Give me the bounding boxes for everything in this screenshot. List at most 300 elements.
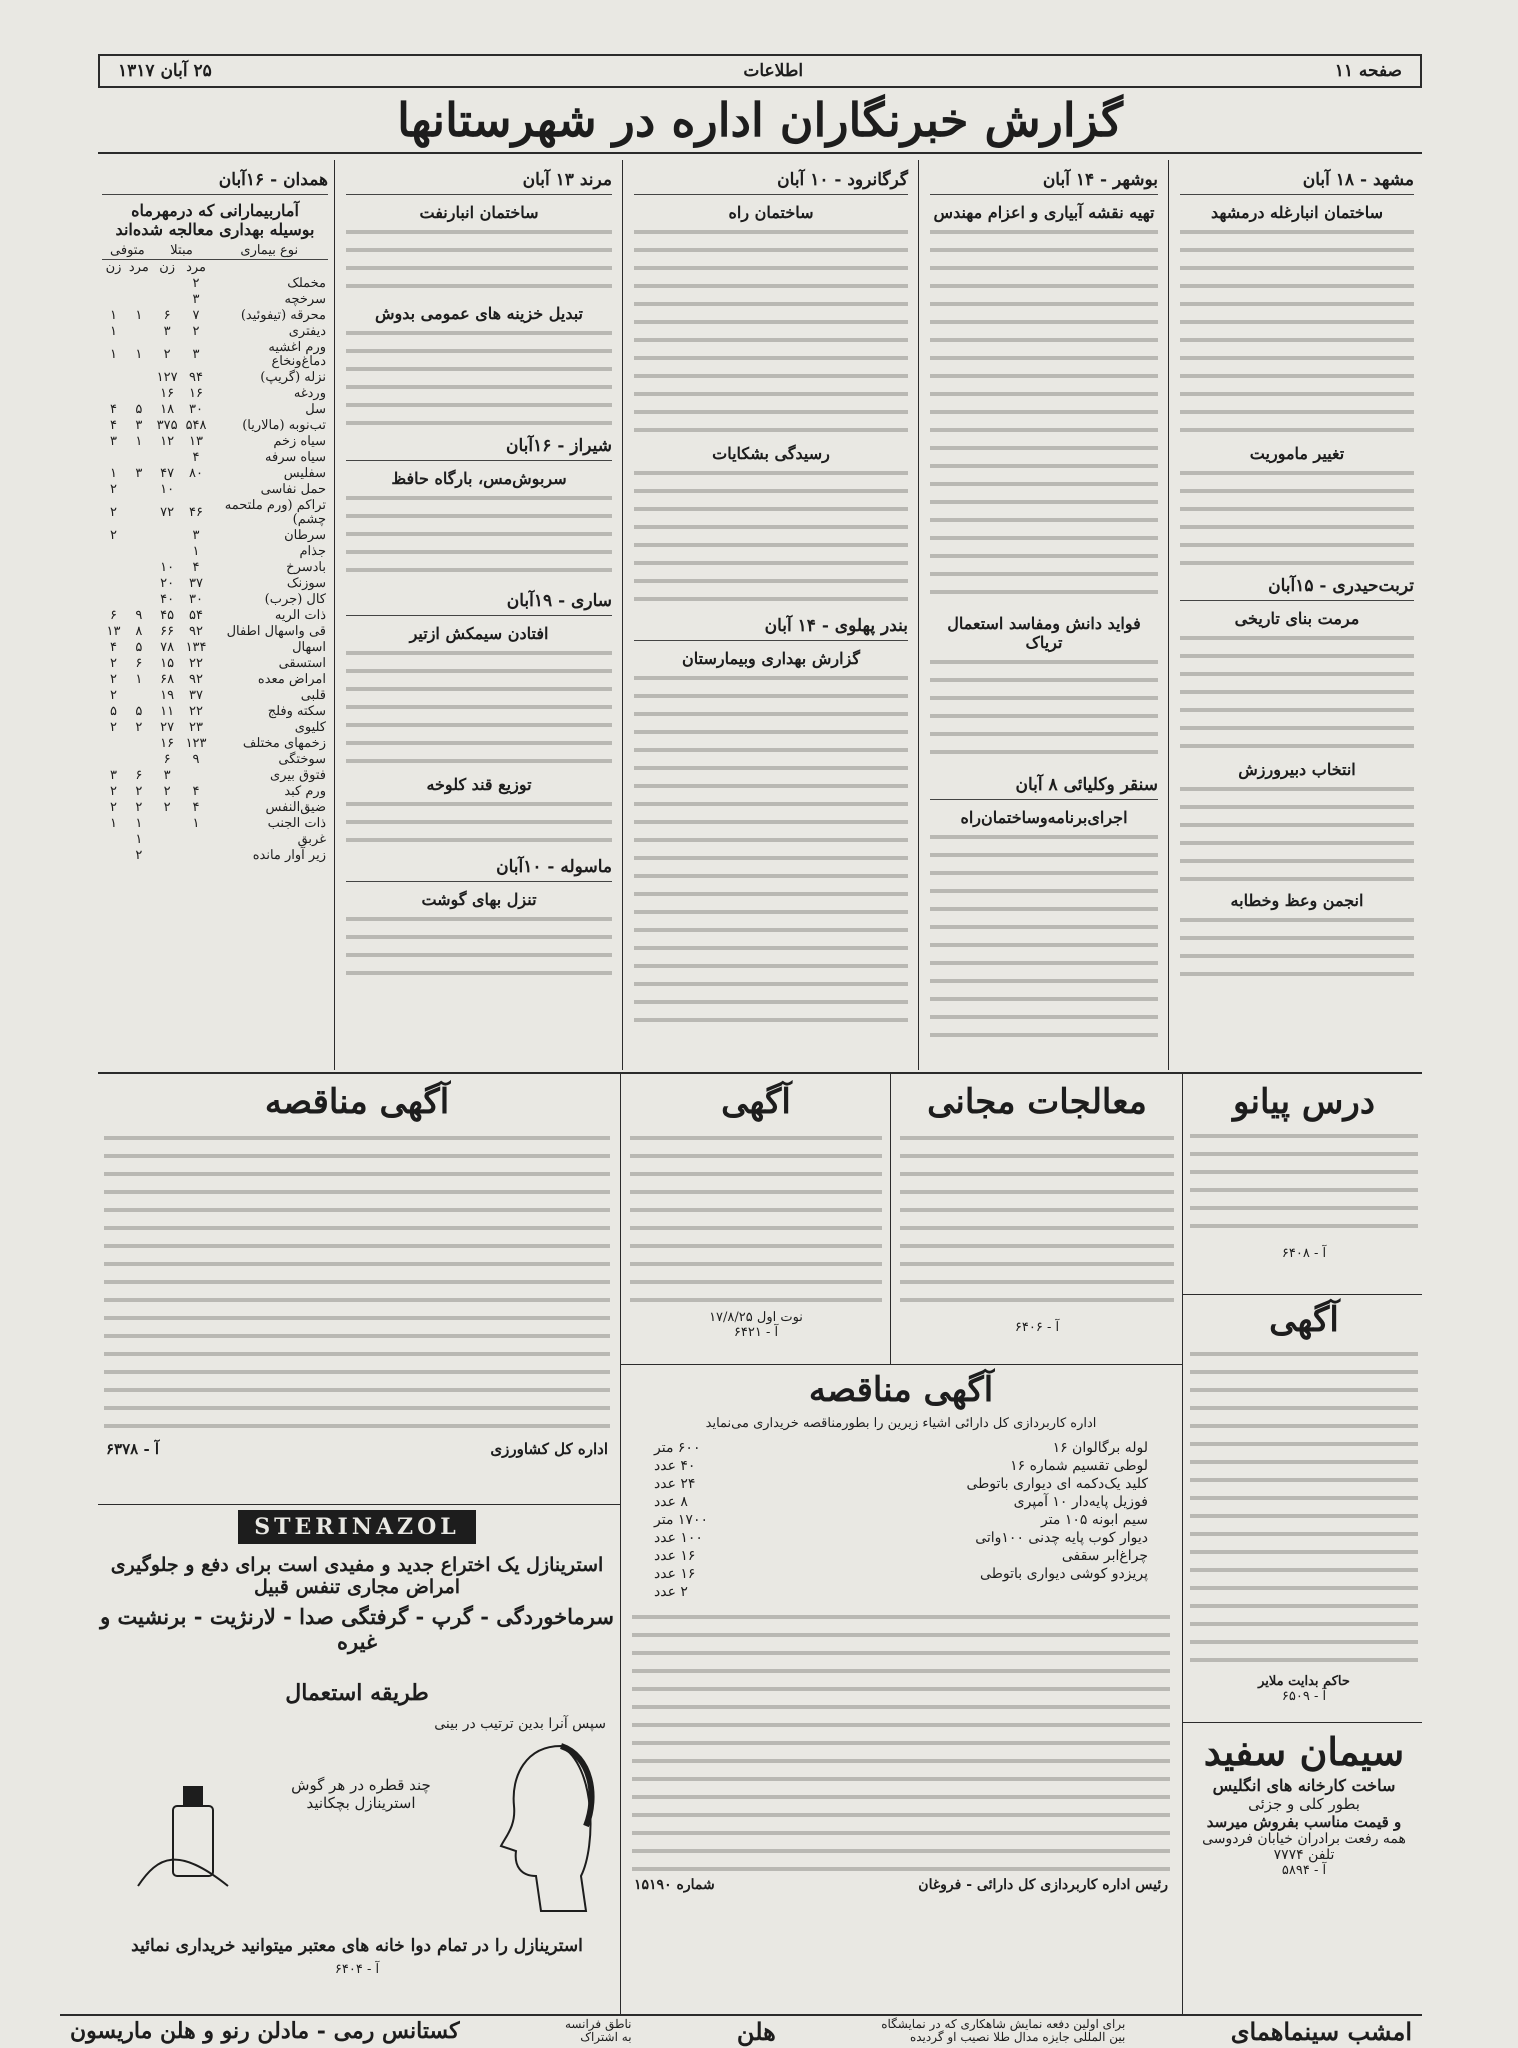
dead-men xyxy=(125,576,153,592)
sick-men: ۳ xyxy=(192,528,200,543)
table-row xyxy=(102,498,328,528)
sick-women: ۳ xyxy=(163,324,171,339)
table-row xyxy=(102,308,328,324)
disease-name: سرخچه xyxy=(284,292,326,307)
disease-name: ذات الجنب xyxy=(267,816,326,831)
disease-name: سکته وفلج xyxy=(267,704,326,719)
dead-women: ۲ xyxy=(110,505,117,520)
dead-women xyxy=(102,292,125,308)
dead-men: ۸ xyxy=(135,624,143,639)
sub-men: مرد xyxy=(128,260,149,275)
sick-women xyxy=(153,292,182,308)
article-text xyxy=(346,913,612,983)
sick-women xyxy=(153,544,182,560)
dead-men xyxy=(125,592,153,608)
ad-line: سرماخوردگی - گرپ - گرفتگی صدا - لارنژیت - برنشیت و غیره xyxy=(100,1604,614,1654)
table-row xyxy=(102,370,328,386)
table-row xyxy=(102,560,328,576)
headline: سربوش‌مس، بارگاه حافظ xyxy=(391,469,567,488)
sick-men: ۳۷ xyxy=(189,576,204,591)
table-row xyxy=(102,528,328,544)
disease-name: سرطان xyxy=(284,528,326,543)
ad-divider xyxy=(1182,1294,1183,2014)
page-banner: گزارش خبرنگاران اداره در شهرستانها xyxy=(397,93,1123,147)
dateline: سنقر وکلیائی ۸ آبان xyxy=(930,769,1158,800)
sick-women: ۱۰ xyxy=(160,560,175,575)
ad-phone: تلفن ۷۷۷۴ xyxy=(1273,1847,1335,1863)
sick-women: ۶۸ xyxy=(160,672,175,687)
headline: مرمت بنای تاریخی xyxy=(1234,609,1360,628)
masthead xyxy=(98,54,1422,88)
sick-women: ۴۷ xyxy=(160,466,175,481)
sick-men: ۱ xyxy=(192,544,200,559)
ad-intro: اداره کاربردازی کل دارائی اشیاء زیرین را بطورمناقصه خریداری می‌نماید xyxy=(705,1416,1097,1431)
ad-text xyxy=(630,1132,882,1302)
item-quantity: ۲۴ عدد xyxy=(654,1476,696,1492)
dead-women: ۲ xyxy=(110,800,117,815)
sick-men: ۲۳ xyxy=(189,720,204,735)
item-name: سیم ابونه ۱۰۵ متر xyxy=(1040,1512,1148,1528)
article-text xyxy=(634,467,908,607)
col-header-sick: مبتلا xyxy=(170,243,193,258)
sick-women: ۶ xyxy=(163,308,171,323)
col-divider xyxy=(334,160,335,1070)
dead-women xyxy=(102,576,125,592)
disease-name: دیفتری xyxy=(288,324,326,339)
table-row xyxy=(102,832,328,848)
dead-women: ۲ xyxy=(110,720,117,735)
dateline: مشهد - ۱۸ آبان xyxy=(1180,164,1414,195)
ad-sign: رئیس اداره کاربردازی کل دارائی - فروغان xyxy=(918,1877,1168,1893)
ad-text xyxy=(1190,1348,1418,1668)
dead-men: ۵ xyxy=(135,402,143,417)
dead-men: ۵ xyxy=(135,640,143,655)
disease-name: ضیق‌النفس xyxy=(265,800,326,815)
table-row xyxy=(102,784,328,800)
item-name: چراغ‌ابر سقفی xyxy=(1061,1548,1148,1564)
ad-divider xyxy=(620,1074,621,2014)
dead-women xyxy=(102,386,125,402)
dead-men xyxy=(125,450,153,466)
dead-women xyxy=(102,370,125,386)
dead-men: ۹ xyxy=(135,608,143,623)
list-item xyxy=(654,1457,1148,1475)
disease-name: جذام xyxy=(299,544,326,559)
sick-women: ۳۷۵ xyxy=(156,418,178,433)
ad-title: سیمان سفید xyxy=(1203,1729,1405,1774)
dead-men: ۱ xyxy=(135,816,143,831)
disease-name: بادسرخ xyxy=(286,560,326,575)
ad-white-cement xyxy=(1186,1728,1422,2010)
column-marand xyxy=(338,160,620,1070)
cinema-footer xyxy=(60,2016,1422,2046)
dateline: همدان - ۱۶آبان xyxy=(102,164,328,195)
sick-women xyxy=(153,832,182,848)
table-row xyxy=(102,848,328,864)
ad-notice xyxy=(624,1080,888,1360)
disease-name: مخملک xyxy=(287,276,326,291)
sick-women: ۱۱ xyxy=(160,704,175,719)
item-quantity: ۶۰۰ متر xyxy=(654,1440,701,1456)
dead-men xyxy=(125,752,153,768)
headline: ساختمان انبارنفت xyxy=(419,203,539,222)
disease-name: امراض معده xyxy=(257,672,326,687)
headline: تنزل بهای گوشت xyxy=(421,890,537,909)
sick-women: ۲۰ xyxy=(160,576,175,591)
dead-women: ۴ xyxy=(110,402,117,417)
sick-men: ۲ xyxy=(192,276,200,291)
headline: تهیه نقشه آبیاری و اعزام مهندس xyxy=(933,203,1155,222)
item-quantity: ۴۰ عدد xyxy=(654,1458,696,1474)
item-name: فوزیل پایه‌دار ۱۰ آمپری xyxy=(1013,1494,1148,1510)
item-quantity: ۱۰۰ عدد xyxy=(654,1530,703,1546)
sick-women: ۲ xyxy=(163,347,171,362)
ad-text xyxy=(1190,1130,1418,1240)
table-row xyxy=(102,672,328,688)
dateline: مرند ۱۳ آبان xyxy=(346,164,612,195)
dead-men xyxy=(125,386,153,402)
disease-name: نزله (گریپ) xyxy=(260,370,326,385)
article-text xyxy=(346,798,612,848)
list-item xyxy=(654,1493,1148,1511)
dateline: گرگانرود - ۱۰ آبان xyxy=(634,164,908,195)
disease-name: فتوق بیری xyxy=(270,768,326,783)
table-row xyxy=(102,688,328,704)
item-quantity: ۸ عدد xyxy=(654,1494,688,1510)
dead-women: ۴ xyxy=(110,640,117,655)
table-row xyxy=(102,608,328,624)
ad-rule xyxy=(1182,1722,1422,1723)
profile-illustration-icon xyxy=(466,1726,606,1926)
item-quantity: ۱۶ عدد xyxy=(654,1566,696,1582)
dead-women xyxy=(102,450,125,466)
sub-women: زن xyxy=(159,260,176,275)
article-text xyxy=(1180,914,1414,984)
sick-women: ۱۲ xyxy=(160,434,175,449)
headline: اجرای‌برنامه‌وساختمان‌راه xyxy=(960,808,1128,827)
ad-title: آگهی xyxy=(721,1082,791,1122)
table-row xyxy=(102,482,328,498)
ad-divider xyxy=(1182,1074,1183,1294)
column-gorgan xyxy=(626,160,916,1070)
sick-women: ۱۶ xyxy=(160,386,175,401)
dead-men xyxy=(125,544,153,560)
sick-men: ۹ xyxy=(192,752,200,767)
dead-men xyxy=(125,560,153,576)
headline: آماربیمارانی که درمهرماه xyxy=(131,201,299,220)
headline: گزارش بهداری وبیمارستان xyxy=(682,649,860,668)
dead-men xyxy=(125,498,153,528)
ad-divider xyxy=(890,1074,891,1364)
dateline: تربت‌حیدری - ۱۵آبان xyxy=(1180,570,1414,601)
dead-men xyxy=(125,276,153,292)
sick-men: ۱۳۴ xyxy=(185,640,207,655)
article-text xyxy=(930,226,1158,606)
dead-women: ۲ xyxy=(110,688,117,703)
ad-code: شماره ۱۵۱۹۰ xyxy=(634,1877,715,1893)
tender-item-list xyxy=(624,1435,1178,1605)
article-text xyxy=(1180,632,1414,752)
sick-men xyxy=(182,832,211,848)
sick-men: ۷ xyxy=(192,308,200,323)
item-name: لوطی تقسیم شماره ۱۶ xyxy=(1010,1458,1148,1474)
list-item xyxy=(654,1547,1148,1565)
sick-men: ۹۴ xyxy=(189,370,204,385)
dateline: بندر پهلوی - ۱۴ آبان xyxy=(634,610,908,641)
headline: تغییر ماموریت xyxy=(1249,444,1345,463)
dead-men xyxy=(125,370,153,386)
disease-name: وردغه xyxy=(293,386,326,401)
disease-name: سیاه سرفه xyxy=(265,450,326,465)
article-text xyxy=(634,226,908,436)
ad-rule xyxy=(98,1504,620,1505)
article-text xyxy=(1180,226,1414,436)
sick-men: ۲ xyxy=(192,324,200,339)
list-item xyxy=(654,1439,1148,1457)
footer-line: بین المللی جایزه مدال طلا نصیب او گردیده xyxy=(909,2030,1126,2044)
dead-men: ۶ xyxy=(135,768,143,783)
table-row xyxy=(102,768,328,784)
headline: انجمن وعظ وخطابه xyxy=(1230,891,1364,910)
ad-line: و قیمت مناسب بفروش میرسد xyxy=(1206,1813,1402,1831)
col-divider xyxy=(622,160,623,1070)
table-row xyxy=(102,340,328,370)
item-name: پریزدو کوشی دیواری باتوطی xyxy=(980,1566,1148,1582)
ad-tender-finance xyxy=(624,1368,1178,2008)
sick-women: ۲ xyxy=(163,784,171,799)
usage-note: استرینازل بچکانید xyxy=(306,1794,416,1812)
article-text xyxy=(1180,783,1414,883)
dead-men: ۲ xyxy=(135,848,143,863)
ad-rule xyxy=(1182,1294,1422,1295)
dead-women: ۲ xyxy=(110,528,117,543)
table-row xyxy=(102,576,328,592)
ad-piano xyxy=(1186,1080,1422,1290)
dead-women: ۱ xyxy=(110,347,117,362)
dead-men: ۲ xyxy=(135,800,143,815)
disease-name: کلیوی xyxy=(294,720,326,735)
ad-sign: حاکم بدایت ملایر xyxy=(1258,1674,1350,1689)
table-row xyxy=(102,816,328,832)
dead-women: ۱۳ xyxy=(106,624,121,639)
sick-women xyxy=(153,450,182,466)
sick-men: ۴ xyxy=(192,450,200,465)
ad-sterinazol xyxy=(98,1510,616,2010)
headline: ساختمان راه xyxy=(728,203,814,222)
sick-men: ۵۴۸ xyxy=(185,418,207,433)
col-header-disease: نوع بیماری xyxy=(240,243,299,258)
disease-name: غربق xyxy=(297,832,326,847)
dropper-bottle-icon xyxy=(118,1736,268,1906)
ad-title: آگهی مناقصه xyxy=(808,1370,994,1410)
item-name: دیوار کوب پایه چدنی ۱۰۰واتی xyxy=(975,1530,1148,1546)
disease-name: سوختگی xyxy=(278,752,326,767)
disease-name: سفلیس xyxy=(283,466,326,481)
col-divider xyxy=(918,160,919,1070)
table-row xyxy=(102,704,328,720)
disease-name: سوزنک xyxy=(286,576,326,591)
dead-women xyxy=(102,544,125,560)
sick-men: ۱۲۳ xyxy=(185,736,207,751)
article-text xyxy=(346,492,612,582)
sick-women: ۱۲۷ xyxy=(156,370,178,385)
disease-name: قلبی xyxy=(300,688,326,703)
sick-women: ۷۲ xyxy=(160,505,175,520)
ad-notice-2 xyxy=(1186,1298,1422,1718)
sick-women: ۲ xyxy=(163,800,171,815)
item-name: کلید یک‌دکمه ای دیواری باتوطی xyxy=(966,1476,1148,1492)
dead-women: ۲ xyxy=(110,784,117,799)
sick-women: ۳ xyxy=(163,768,171,783)
list-item xyxy=(654,1583,1148,1601)
sick-men: ۵۴ xyxy=(189,608,204,623)
disease-name: استسقی xyxy=(278,656,326,671)
table-row xyxy=(102,434,328,450)
table-row xyxy=(102,402,328,418)
dead-women: ۳ xyxy=(110,768,117,783)
table-row xyxy=(102,592,328,608)
usage-note: چند قطره در هر گوش xyxy=(291,1776,431,1794)
dead-women: ۱ xyxy=(110,466,117,481)
list-item xyxy=(654,1529,1148,1547)
dead-men xyxy=(125,324,153,340)
footer-with: به اشتراک xyxy=(580,2030,632,2044)
disease-name: زخمهای مختلف xyxy=(242,736,326,751)
dead-women xyxy=(102,832,125,848)
ad-sign: اداره کل کشاورزی xyxy=(490,1440,608,1458)
disease-name: محرقه (تیفوئید) xyxy=(240,308,326,323)
ad-line: ساخت کارخانه های انگلیس xyxy=(1212,1776,1396,1795)
sick-women: ۶۶ xyxy=(160,624,175,639)
dead-women: ۱ xyxy=(110,324,117,339)
sick-women: ۱۶ xyxy=(160,736,175,751)
sick-men: ۴ xyxy=(192,784,200,799)
sick-women: ۱۰ xyxy=(160,482,175,497)
table-row xyxy=(102,752,328,768)
dead-men xyxy=(125,688,153,704)
dead-men: ۱ xyxy=(135,832,143,847)
headline: توزیع قند کلوخه xyxy=(426,775,532,794)
disease-name: اسهال xyxy=(292,640,326,655)
table-row xyxy=(102,736,328,752)
dateline: ماسوله - ۱۰آبان xyxy=(346,851,612,882)
col-header-dead: متوفی xyxy=(110,243,145,258)
headline: انتخاب دبیرورزش xyxy=(1238,760,1356,779)
dead-women: ۵ xyxy=(110,704,117,719)
column-mashhad xyxy=(1172,160,1422,1070)
dead-women xyxy=(102,560,125,576)
ad-line: همه رفعت برادران خیابان فردوسی xyxy=(1202,1831,1406,1847)
ad-code: آ - ۶۴۲۱ xyxy=(733,1325,779,1340)
item-quantity: ۱۶ عدد xyxy=(654,1548,696,1564)
sick-women: ۲۷ xyxy=(160,720,175,735)
sick-men: ۲۲ xyxy=(189,704,204,719)
table-row xyxy=(102,544,328,560)
ad-title: معالجات مجانی xyxy=(927,1082,1147,1122)
dateline: شیراز - ۱۶آبان xyxy=(346,430,612,461)
sub-women: زن xyxy=(105,260,122,275)
usage-note: سپس آنرا بدین ترتیب در بینی xyxy=(434,1716,606,1732)
sick-men: ۳ xyxy=(192,292,200,307)
dead-women: ۲ xyxy=(110,672,117,687)
sick-women: ۱۵ xyxy=(160,656,175,671)
dead-women xyxy=(102,848,125,864)
dead-women: ۲ xyxy=(110,656,117,671)
dead-men: ۲ xyxy=(135,720,143,735)
disease-name: حمل نفاسی xyxy=(260,482,326,497)
sick-men: ۲۲ xyxy=(189,656,204,671)
ad-line: استرینازل یک اختراع جدید و مفیدی است برای دفع و جلوگیری امراض مجاری تنفس قبیل xyxy=(110,1554,604,1598)
dead-women xyxy=(102,592,125,608)
sick-men: ۱ xyxy=(192,816,200,831)
dead-men: ۵ xyxy=(135,704,143,719)
sick-women xyxy=(153,528,182,544)
ad-code: آ - ۶۴۰۸ xyxy=(1281,1246,1327,1261)
sick-men: ۹۲ xyxy=(189,672,204,687)
ad-text xyxy=(632,1611,1170,1871)
sick-men: ۳۰ xyxy=(189,592,204,607)
banner-rule xyxy=(98,152,1422,154)
sick-men: ۱۶ xyxy=(189,386,204,401)
footer-cast: کستانس رمی - مادلن رنو و هلن ماریسون xyxy=(70,2018,460,2044)
disease-table xyxy=(102,243,328,864)
headline: بوسیله بهداری معالجه شده‌اند xyxy=(115,220,315,239)
sick-men: ۹۲ xyxy=(189,624,204,639)
dead-men: ۱ xyxy=(135,308,143,323)
headline: فواید دانش ومفاسد استعمال تریاک xyxy=(947,614,1141,652)
disease-name: ورم کبد xyxy=(284,784,326,799)
ad-code: آ - ۶۴۰۴ xyxy=(334,1962,380,1977)
ad-text xyxy=(900,1132,1174,1312)
disease-name: تب‌نوبه (مالاریا) xyxy=(242,418,326,433)
dead-women xyxy=(102,276,125,292)
ad-footer: استرینازل را در تمام دوا خانه های معتبر میتوانید خریداری نمائید xyxy=(131,1936,583,1956)
table-row xyxy=(102,292,328,308)
column-hamadan xyxy=(98,160,332,1070)
sick-men: ۴۶ xyxy=(189,505,204,520)
article-text xyxy=(930,831,1158,1041)
table-row xyxy=(102,800,328,816)
dateline: ساری - ۱۹آبان xyxy=(346,585,612,616)
sick-men: ۱۳ xyxy=(189,434,204,449)
headline: افتادن سیمکش ازتیر xyxy=(409,624,549,643)
section-rule xyxy=(98,1072,1422,1074)
dead-men: ۲ xyxy=(135,784,143,799)
sub-men: مرد xyxy=(186,260,206,275)
ad-free-treatment xyxy=(894,1080,1180,1360)
table-row xyxy=(102,656,328,672)
table-row xyxy=(102,640,328,656)
article-text xyxy=(346,647,612,767)
item-name: لوله برگالوان ۱۶ xyxy=(1052,1440,1148,1456)
sick-men xyxy=(182,482,211,498)
col-divider xyxy=(1168,160,1169,1070)
disease-name: ذات الریه xyxy=(274,608,326,623)
issue-date: ۲۵ آبان ۱۳۱۷ xyxy=(118,61,212,81)
item-quantity: ۱۷۰۰ متر xyxy=(654,1512,708,1528)
table-row xyxy=(102,418,328,434)
table-row xyxy=(102,624,328,640)
table-row xyxy=(102,276,328,292)
sick-women: ۷۸ xyxy=(160,640,175,655)
sick-women: ۱۸ xyxy=(160,402,175,417)
table-row xyxy=(102,324,328,340)
dead-men: ۳ xyxy=(135,466,143,481)
dead-women: ۶ xyxy=(110,608,117,623)
list-item xyxy=(654,1475,1148,1493)
ad-code: آ - ۶۵۰۹ xyxy=(1281,1689,1327,1704)
dead-men: ۱ xyxy=(135,672,143,687)
